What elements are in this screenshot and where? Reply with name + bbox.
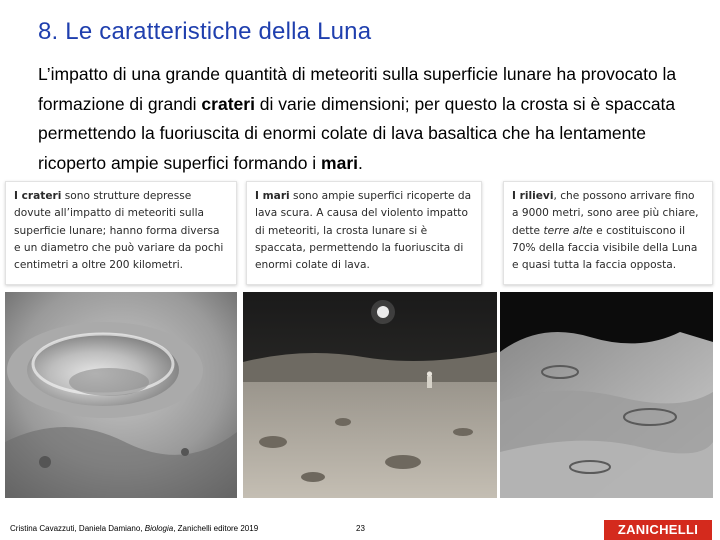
slide-title: 8. Le caratteristiche della Luna (38, 18, 372, 45)
footer-book-title: Biologia (144, 524, 174, 533)
zanichelli-logo: ZANICHELLI (604, 520, 712, 540)
intro-text-2: di varie dimensioni; per questo la crosta si è spaccata permettendo la fuoriuscita di enormi colate di lava basaltica che ha lentamente ricoperto ampie superfici formando i (38, 93, 676, 173)
lunar-sea-photo (243, 292, 497, 498)
card-mari-text: sono ampie superfici ricoperte da lava scura. A causa del violento impatto di meteoriti, la crosta lunare si è spaccata, permettendo la fuoriuscita di enormi colate di lava. (255, 190, 472, 272)
crater-illustration (5, 292, 237, 498)
card-crateri-bold: I crateri (14, 190, 62, 202)
intro-bold-crateri: crateri (201, 93, 255, 114)
card-rilievi-text-2: e costituiscono il 70% della faccia visibile della Luna e quasi tutta la faccia opposta. (512, 224, 698, 272)
card-mari-bold: I mari (255, 190, 290, 202)
lunar-highlands-illustration (500, 292, 713, 498)
card-crateri-text: sono strutture depresse dovute all’impatto di meteoriti sulla superficie lunare; hanno forma diversa e un diametro che può variare da pochi centimetri a oltre 200 kilometri. (14, 190, 224, 272)
intro-text-3: . (358, 152, 363, 173)
footer-publisher: , Zanichelli editore 2019 (173, 524, 259, 533)
caption-card-crateri (5, 181, 237, 285)
card-rilievi-text-1: , che possono arrivare fino a 9000 metri, sono aree più chiare, dette (512, 190, 699, 237)
card-rilievi-bold: I rilievi (512, 190, 554, 202)
crater-photo (5, 292, 237, 498)
footer-credits (10, 524, 258, 533)
intro-text-1: L’impatto di una grande quantità di meteoriti sulla superficie lunare ha provocato la formazione di grandi (38, 64, 677, 114)
lunar-highlands-photo (500, 292, 713, 498)
page-number: 23 (356, 524, 365, 533)
caption-card-mari (246, 181, 482, 285)
footer-authors: Cristina Cavazzuti, Daniela Damiano, (10, 524, 145, 533)
intro-paragraph (38, 60, 678, 178)
lunar-sea-illustration (243, 292, 497, 498)
intro-bold-mari: mari (321, 152, 359, 173)
card-rilievi-italic: terre alte (543, 224, 593, 237)
caption-card-rilievi (503, 181, 713, 285)
